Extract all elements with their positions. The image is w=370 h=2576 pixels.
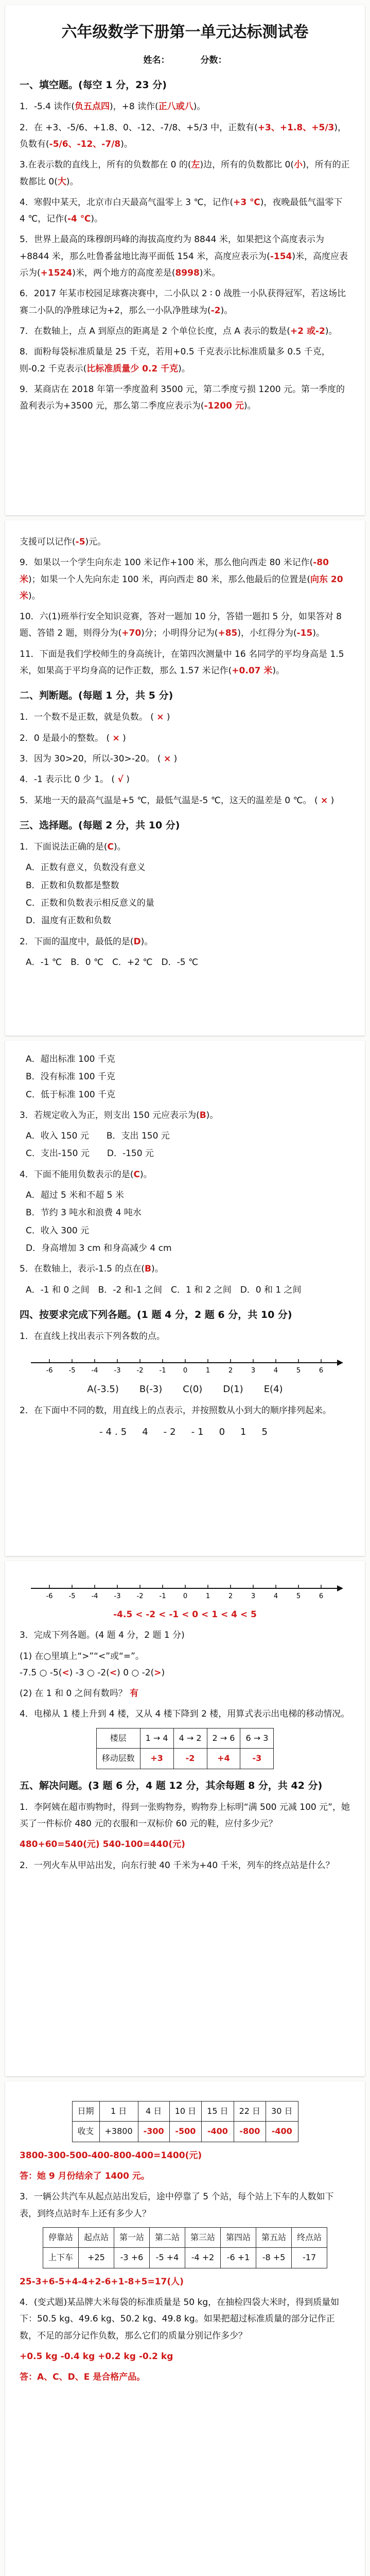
problem-4: 4．电梯从 1 楼上升到 4 楼，又从 4 楼下降到 2 楼，用算式表示出电梯的移动情况。 bbox=[20, 1709, 350, 1720]
point-e-label: E(4) bbox=[263, 1384, 283, 1395]
name-row bbox=[20, 52, 350, 69]
choice-1-option-c: C．正数和负数表示相反意义的量 bbox=[26, 897, 154, 908]
score-label: 分数： bbox=[200, 55, 227, 65]
number-line-tick-label: -1 bbox=[159, 1367, 166, 1375]
name-label: 姓名： bbox=[143, 55, 170, 65]
number-line-tick-label: -2 bbox=[136, 1592, 143, 1600]
number-set: -4.5 4 -2 -1 0 1 5 bbox=[99, 1426, 271, 1437]
solve-4-answer-text: 答：A、C、D、E 是合格产品。 bbox=[20, 2372, 146, 2383]
problem-1: 1．在直线上找出表示下列各数的点。 bbox=[20, 1331, 165, 1342]
choice-2b-option-a: A．超出标准 100 千克 bbox=[26, 1054, 115, 1064]
choice-5-options: A．-1 和 0 之间 B．-2 和-1 之间 C．1 和 2 之间 D．0 和 1 之间 bbox=[26, 1284, 302, 1295]
number-line-tick-label: -3 bbox=[114, 1592, 120, 1600]
problem-3: 3．完成下列各题。(4 题 4 分，2 题 1 分) bbox=[20, 1630, 185, 1641]
question-9-continued: 支援可以记作(-5)元。 bbox=[20, 537, 107, 547]
number-line-tick-label: 6 bbox=[319, 1367, 323, 1375]
income-table bbox=[72, 2101, 298, 2142]
question-7: 7．在数轴上，点 A 到原点的距离是 2 个单位长度，点 A 表示的数是(+2 或-2)。 bbox=[20, 326, 338, 336]
number-line-tick-label: 1 bbox=[205, 1367, 210, 1375]
section-1-title: 一、填空题。(每空 1 分，23 分) bbox=[20, 79, 167, 91]
problem-3b: (2) 在 1 和 0 之间有数吗？ 有 bbox=[20, 1688, 139, 1699]
number-line-tick-label: -5 bbox=[68, 1367, 75, 1375]
question-12: 11．下面是我们学校师生的身高统计，在第四次测量中 16 名同学的平均身高是 1.5 米，如果高于平均身高的记作正数，那么 1.57 米记作(+0.07 米)。 bbox=[20, 649, 344, 676]
number-line-tick-label: 2 bbox=[228, 1367, 233, 1375]
choice-4-option-c: C．收入 300 元 bbox=[26, 1225, 90, 1236]
number-line-tick-label: 5 bbox=[296, 1367, 301, 1375]
point-b-label: B(-3) bbox=[139, 1384, 163, 1395]
question-6: 6．2017 年某市校园足球赛决赛中，二小队以 2 ∶ 0 战胜一小队获得冠军，若这场比赛二小队的净胜球记为+2，那么一小队净胜球为(-2)。 bbox=[20, 289, 346, 316]
choice-4-option-a: A．超过 5 米和不超 5 米 bbox=[26, 1190, 124, 1201]
solve-1: 1．李阿姨在超市购物时，得到一张购物券，购物券上标明“满 500 元减 100 元”，她买了一件标价 480 元的衣服和一双标价 60 元的鞋，应付多少元？ bbox=[20, 1802, 350, 1829]
question-2: 2．在 +3、-5/6、+1.8、0、-12、-7/8、+5/3 中，正数有(+3、+1.8、+5/3)，负数有(-5/6、-12、-7/8)。 bbox=[20, 122, 346, 149]
solve-4: 4．(变式题)某品牌大米每袋的标准质量是 50 kg，在抽检四袋大米时，得到质量如下：50.5 kg、49.6 kg、50.2 kg、49.8 kg。如果把超过标准质量的部分记作正数，不足的部分记作负数，那么它们的质量分别记作多少？ bbox=[20, 2297, 340, 2341]
number-line-tick-label: -6 bbox=[46, 1592, 52, 1600]
sheet-2 bbox=[5, 520, 365, 1036]
choice-2b-option-c: C．低于标准 100 千克 bbox=[26, 1089, 116, 1100]
choice-3-options-2: C．支出-150 元 D．-150 元 bbox=[26, 1148, 154, 1159]
table-row: 楼层 1 → 4 4 → 2 2 → 6 6 → 3 bbox=[96, 1728, 274, 1748]
question-9: 9．某商店在 2018 年第一季度盈利 3500 元，第二季度亏损 1200 元。第一季度的盈利表示为+3500 元，那么第二季度应表示为(-1200 元)。 bbox=[20, 384, 345, 412]
judge-1: 1．一个数不是正数，就是负数。 ( × ) bbox=[20, 712, 170, 723]
sheet-1 bbox=[5, 5, 365, 515]
number-line-1 bbox=[26, 1350, 345, 1376]
question-4: 4．寒假中某天，北京市白天最高气温零上 3 ℃，记作(+3 ℃)，夜晚最低气温零下 4 ℃，记作(-4 ℃)。 bbox=[20, 197, 343, 225]
table-row: 日期 1 日 4 日 10 日 15 日 22 日 30 日 bbox=[72, 2102, 298, 2122]
solve-3-answer: 25-3+6-5+4-4+2-6+1-8+5=17(人) bbox=[20, 2276, 184, 2287]
question-8: 8．面粉每袋标准质量是 25 千克，若用+0.5 千克表示比标准质量多 0.5 千克，则-0.2 千克表示(比标准质量少 0.2 千克)。 bbox=[20, 347, 330, 374]
question-10: 9．如果以一个学生向东走 100 米记作+100 米，那么他向西走 80 米记作(-80 米)；如果一个人先向东走 100 米，再向西走 80 米，那么他最后的位置是(向东 20 米)。 bbox=[20, 557, 343, 601]
solve-1-answer: 480+60=540(元) 540-100=440(元) bbox=[20, 1839, 185, 1850]
number-line-tick-label: -1 bbox=[159, 1592, 166, 1600]
number-line-tick-label: 3 bbox=[251, 1367, 255, 1375]
table-row: 上下车 +25 -3 +6 -5 +4 -4 +2 -6 +1 -8 +5 -17 bbox=[43, 2248, 327, 2268]
point-c-label: C(0) bbox=[183, 1384, 203, 1395]
number-line-tick-label: -3 bbox=[114, 1367, 120, 1375]
solve-2-answer-text: 答：她 9 月份结余了 1400 元。 bbox=[20, 2171, 150, 2182]
choice-1-option-d: D．温度有正数和负数 bbox=[26, 916, 112, 926]
question-1: 1．-5.4 读作(负五点四)，+8 读作(正八或八)。 bbox=[20, 101, 206, 112]
section-5-title: 五、解决问题。(3 题 6 分，4 题 12 分，其余每题 8 分，共 42 分) bbox=[20, 1780, 323, 1791]
section-2-title: 二、判断题。(每题 1 分，共 5 分) bbox=[20, 690, 173, 702]
solve-2: 2．一列火车从甲站出发，向东行驶 40 千米为+40 千米，列车的终点站是什么？ bbox=[20, 1860, 334, 1871]
choice-4-option-d: D．身高增加 3 cm 和身高减少 4 cm bbox=[26, 1243, 172, 1253]
point-labels bbox=[20, 1381, 350, 1398]
number-line-tick-label: -2 bbox=[136, 1367, 143, 1375]
question-11: 10．六(1)班举行安全知识竞赛，答对一题加 10 分，答错一题扣 5 分，如果答对 8 题、答错 2 题，则得分为(+70)分；小明得分记为(+85)，小红得分为(-15)。 bbox=[20, 612, 342, 639]
ordering-answer: -4.5 < -2 < -1 < 0 < 1 < 4 < 5 bbox=[113, 1609, 257, 1620]
page-title: 六年级数学下册第一单元达标测试卷 bbox=[61, 23, 309, 41]
sheet-3 bbox=[5, 1041, 365, 1556]
choice-1-option-b: B．正数和负数都是整数 bbox=[26, 880, 119, 891]
choice-1-option-a: A．正数有意义，负数没有意义 bbox=[26, 862, 146, 873]
number-line-tick-label: 3 bbox=[251, 1592, 255, 1600]
point-d-label: D(1) bbox=[223, 1384, 243, 1395]
bus-table bbox=[43, 2227, 327, 2268]
solve-2-answer: 3800-300-500-400-800-400=1400(元) bbox=[20, 2150, 202, 2161]
choice-2-options: A．-1 ℃ B．0 ℃ C．+2 ℃ D．-5 ℃ bbox=[26, 957, 199, 968]
judge-4: 4．-1 表示比 0 少 1。 ( √ ) bbox=[20, 774, 130, 785]
elevator-table bbox=[96, 1728, 274, 1769]
number-line-2 bbox=[26, 1575, 345, 1601]
choice-1: 1．下面说法正确的是(C)。 bbox=[20, 842, 126, 853]
choice-4: 4．下面不能用负数表示的是(C)。 bbox=[20, 1169, 152, 1180]
choice-3-options-1: A．收入 150 元 B．支出 150 元 bbox=[26, 1131, 170, 1142]
sheet-4 bbox=[5, 1561, 365, 2076]
table-row: 移动层数 +3 -2 +4 -3 bbox=[96, 1749, 274, 1769]
number-line-tick-label: -5 bbox=[68, 1592, 75, 1600]
choice-2: 2．下面的温度中，最低的是(D)。 bbox=[20, 936, 153, 947]
judge-5: 5．某地一天的最高气温是+5 ℃，最低气温是-5 ℃，这天的温差是 0 ℃。 ( × ) bbox=[20, 795, 334, 806]
number-line-tick-label: 6 bbox=[319, 1592, 323, 1600]
choice-2b-option-b: B．没有标准 100 千克 bbox=[26, 1072, 115, 1082]
choice-5: 5．在数轴上，表示-1.5 的点在(B)。 bbox=[20, 1264, 164, 1275]
table-row: 停靠站 起点站 第一站 第二站 第三站 第四站 第五站 终点站 bbox=[43, 2227, 327, 2247]
problem-3a: (1) 在○里填上“>”“<”或“=”。 -7.5 ○ -5(<) -3 ○ -2(<) 0 ○ -2(>) bbox=[20, 1651, 165, 1678]
number-line-tick-label: 0 bbox=[183, 1592, 187, 1600]
number-line-tick-label: 2 bbox=[228, 1592, 233, 1600]
number-line-tick-label: -4 bbox=[91, 1367, 98, 1375]
table-row: 收支 +3800 -300 -500 -400 -800 -400 bbox=[72, 2122, 298, 2142]
choice-3: 3．若规定收入为正，则支出 150 元应表示为(B)。 bbox=[20, 1110, 219, 1121]
section-4-title: 四、按要求完成下列各题。(1 题 4 分，2 题 6 分，共 10 分) bbox=[20, 1309, 292, 1320]
judge-2: 2．0 是最小的整数。 ( × ) bbox=[20, 733, 126, 743]
number-line-tick-label: 4 bbox=[273, 1592, 278, 1600]
sheet-5 bbox=[5, 2081, 365, 2576]
number-line-tick-label: 4 bbox=[273, 1367, 278, 1375]
question-3: 3.在表示数的直线上，所有的负数都在 0 的(左)边，所有的负数都比 0(小)，所有的正数都比 0(大)。 bbox=[20, 160, 350, 187]
judge-3: 3．因为 30>20，所以-30>-20。 ( × ) bbox=[20, 754, 178, 765]
solve-3: 3．一辆公共汽车从起点站出发后，途中停靠了 5 个站，每个站上下车的人数如下表，到终点站时车上还有多少人？ bbox=[20, 2192, 334, 2219]
number-line-tick-label: -6 bbox=[46, 1367, 52, 1375]
solve-4-answer: +0.5 kg -0.4 kg +0.2 kg -0.2 kg bbox=[20, 2351, 173, 2362]
question-5: 5．世界上最高的珠穆朗玛峰的海拔高度约为 8844 米，如果把这个高度表示为+8844 米，那么吐鲁番盆地比海平面低 154 米，高度应表示为(-154)米，高度应表示为(+1524)米，两个地方的高度差是(8998)米。 bbox=[20, 234, 348, 279]
number-line-tick-label: -4 bbox=[91, 1592, 98, 1600]
number-line-tick-label: 5 bbox=[296, 1592, 301, 1600]
point-a-label: A(-3.5) bbox=[87, 1384, 119, 1395]
section-3-title: 三、选择题。(每题 2 分，共 10 分) bbox=[20, 819, 180, 831]
number-line-tick-label: 1 bbox=[205, 1592, 210, 1600]
problem-2: 2．在下面中不同的数，用直线上的点表示，并按照数从小到大的顺序排列起来。 bbox=[20, 1405, 331, 1416]
choice-4-option-b: B．节约 3 吨水和浪费 4 吨水 bbox=[26, 1208, 142, 1218]
number-line-tick-label: 0 bbox=[183, 1367, 187, 1375]
